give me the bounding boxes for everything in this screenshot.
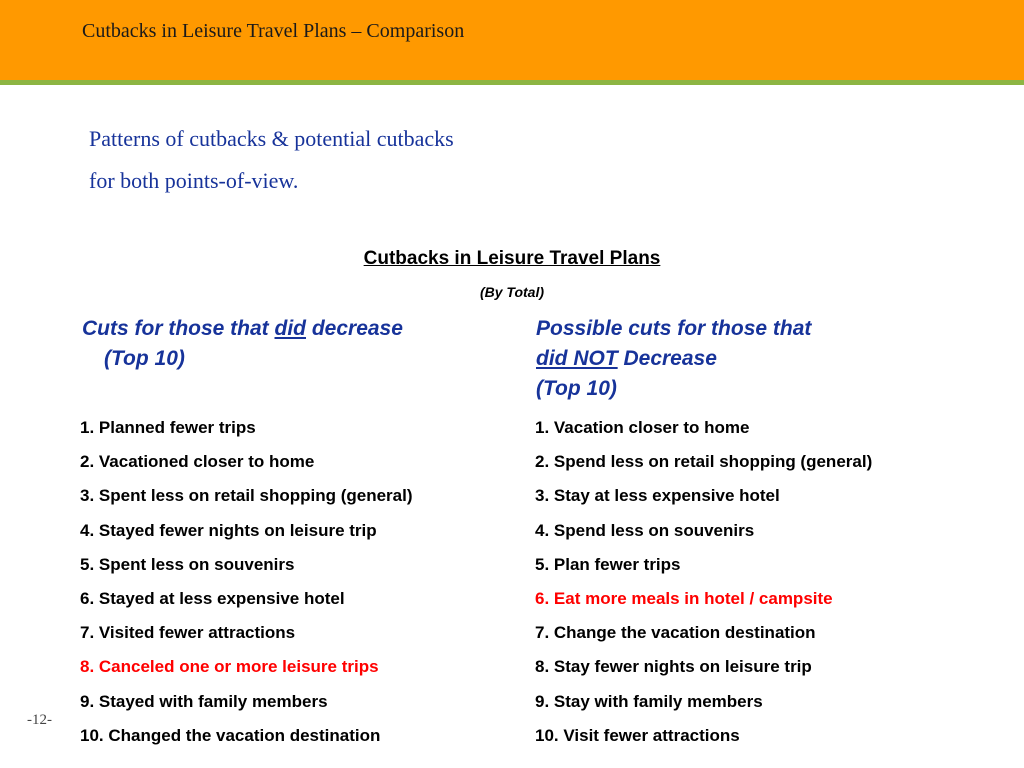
left-heading-line-2: (Top 10) [104,347,185,370]
slide-title: Cutbacks in Leisure Travel Plans – Comparison [82,20,465,42]
subtitle-line-2: for both points-of-view. [89,168,299,193]
left-item: 2. Vacationed closer to home [80,452,315,472]
table-title: Cutbacks in Leisure Travel Plans [363,248,661,269]
left-heading-line-1 [82,314,522,344]
slide-subtitle [89,118,454,202]
left-heading-post: decrease [306,317,403,340]
left-item: 7. Visited fewer attractions [80,623,296,643]
left-heading-underlined: did [274,317,306,340]
left-item: 5. Spent less on souvenirs [80,554,295,574]
left-heading-pre: Cuts for those that [82,317,275,340]
right-item: 6. Eat more meals in hotel / campsite [535,588,833,608]
page-number: -12- [27,712,52,728]
right-item: 3. Stay at less expensive hotel [535,486,780,506]
right-item: 2. Spend less on retail shopping (general) [535,452,873,472]
left-item: 10. Changed the vacation destination [80,725,381,745]
right-heading-post: Decrease [617,347,717,370]
right-heading-line-3: (Top 10) [536,377,617,400]
right-cutbacks-list [535,416,872,758]
right-item: 5. Plan fewer trips [535,554,681,574]
header-divider [0,80,1024,85]
left-item: 4. Stayed fewer nights on leisure trip [80,520,377,540]
right-column-heading [536,314,996,404]
left-column-heading [82,314,522,374]
left-item: 8. Canceled one or more leisure trips [80,657,379,677]
left-cutbacks-list [80,416,413,758]
right-item: 8. Stay fewer nights on leisure trip [535,657,812,677]
left-item: 3. Spent less on retail shopping (general) [80,486,413,506]
left-item: 6. Stayed at less expensive hotel [80,588,345,608]
subtitle-line-1: Patterns of cutbacks & potential cutbacks [89,126,454,151]
right-heading-line-1: Possible cuts for those that [536,317,812,340]
right-item: 4. Spend less on souvenirs [535,520,755,540]
right-item: 1. Vacation closer to home [535,418,750,437]
left-item: 9. Stayed with family members [80,691,328,711]
left-item: 1. Planned fewer trips [80,418,256,437]
right-item: 10. Visit fewer attractions [535,725,740,745]
right-heading-underlined: did NOT [536,347,618,370]
right-heading-line-2 [536,344,996,374]
right-item: 7. Change the vacation destination [535,623,816,643]
right-item: 9. Stay with family members [535,691,763,711]
table-subtitle: (By Total) [479,284,545,300]
